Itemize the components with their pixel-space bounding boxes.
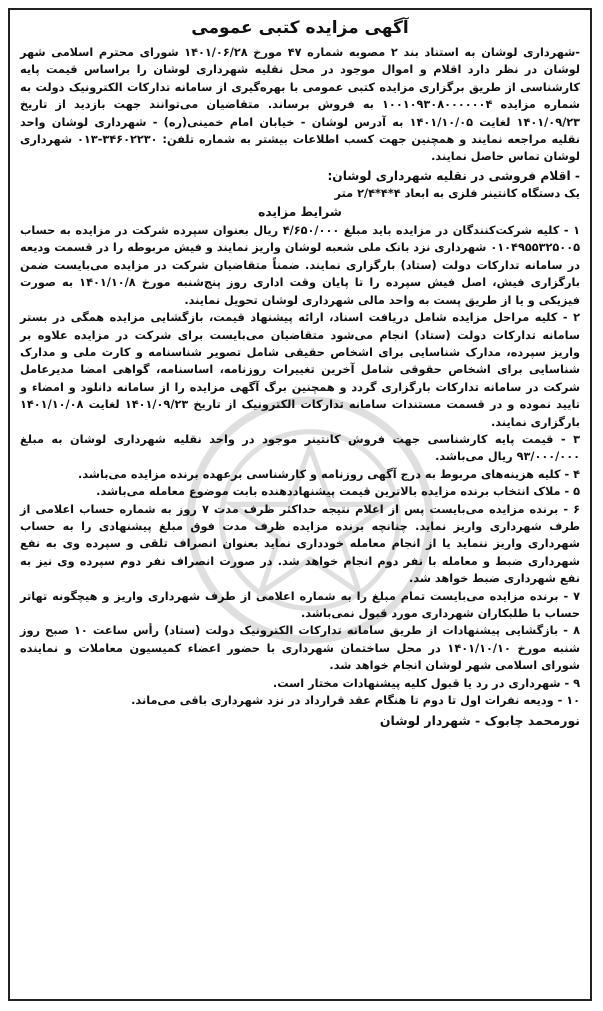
condition-7: ۷ - برنده مزایده می‌بایست تمام مبلغ را به شماره اعلامی از طرف شهرداری واریز و هیچگونه تهاتر حساب با طلبکاران شهرداری مورد قبول نمی‌باشد.	[20, 589, 580, 620]
conditions-heading: شرایط مزایده	[258, 204, 342, 219]
condition-1: ۱ - کلیه شرکت‌کنندگان در مزایده باید مبلغ ۴/۶۵۰/۰۰۰ ریال بعنوان سپرده شرکت در مزایده به حساب ۰۱۰۴۹۵۵۳۲۵۰۰۵ شهرداری نزد بانک ملی شعبه لوشان واریز نمایند و فیش مربوطه را در قسمت ودیعه در سامانه تدارکات دولت (ستاد) بارگزاری نمایند. ضمناً متقاضیان شرکت در مزایده می‌بایست ضمن بارگزاری فیش، اصل فیش سپرده را تا پایان وقت اداری روز پنج‌شنبه مورخ ۱۴۰۱/۱۰/۸ به صورت فیزیکی و یا از طریق پست به واحد مالی شهرداری لوشان تحویل نمایند.	[20, 224, 580, 307]
item-container: یک دستگاه کانتینر فلزی به ابعاد ۴*۴*۲/۴ متر	[334, 187, 580, 201]
condition-6: ۶ - برنده مزایده می‌بایست پس از اعلام نتیجه حداکثر ظرف مدت ۷ روز به شماره حساب اعلامی از طرف شهرداری واریز نماید. چنانچه برنده مزایده ظرف مدت فوق مبلغ پیشنهادی را به حساب شهرداری واریز ننماید یا از انجام معامله خودداری نماید بعنوان انصراف تلقی و سپرده وی به نفع شهرداری ضبط و معامله با نفر دوم انجام خواهد شد. در صورت انصراف نفر دوم سپرده وی نیز به نفع شهرداری ضبط خواهد شد.	[20, 502, 580, 586]
condition-3: ۳ - قیمت پایه کارشناسی جهت فروش کانتینر موجود در واحد نقلیه شهرداری لوشان به مبلغ ۹۳/۰۰۰/۰۰۰ ریال می‌باشد.	[20, 432, 580, 464]
condition-8: ۸ - بازگشایی پیشنهادات از طریق سامانه تدارکات الکترونیک دولت (ستاد) رأس ساعت ۱۰ صبح روز شنبه مورخ ۱۴۰۱/۱۰/۱۰ در محل ساختمان شهرداری با حضور اعضاء کمیسیون معاملات و نماینده شورای اسلامی شهر لوشان انجام خواهد شد.	[20, 624, 580, 673]
auction-notice	[8, 8, 592, 1001]
signature: نورمحمد چابوک - شهردار لوشان	[379, 713, 580, 729]
notice-title: آگهی مزایده کتبی عمومی	[191, 18, 409, 38]
condition-10: ۱۰ - ودیعه نفرات اول تا دوم تا هنگام عقد قرارداد در نزد شهرداری باقی می‌ماند.	[131, 694, 580, 708]
items-heading: - اقلام فروشی در نقلیه شهرداری لوشان:	[327, 168, 580, 183]
intro-paragraph: -شهرداری لوشان به استناد بند ۲ مصوبه شماره ۴۷ مورخ ۱۴۰۱/۰۶/۲۸ شورای محترم اسلامی شهر لوشان در نظر دارد اقلام و اموال موجود در محل نقلیه شهرداری لوشان را براساس قیمت پایه کارشناسی از طریق برگزاری مزایده کتبی عمومی با بهره‌گیری از سامانه تدارکات الکترونیک دولت به شماره مزایده ۱۰۰۱۰۹۳۰۸۰۰۰۰۰۰۴ به فروش برساند. متقاضیان می‌توانند جهت بازدید از تاریخ ۱۴۰۱/۰۹/۲۳ لغایت ۱۴۰۱/۱۰/۰۵ به آدرس لوشان - خیابان امام خمینی(ره) - شهرداری لوشان واحد نقلیه مراجعه نمایند و همچنین جهت کسب اطلاعات بیشتر به شماره تلفن: ۳۴۶۰۲۲۳۰-۰۱۳ شهرداری لوشان تماس حاصل نمایند.	[20, 46, 581, 164]
condition-2: ۲ - کلیه مراحل مزایده شامل دریافت اسناد، ارائه پیشنهاد قیمت، بازگشایی مزایده همگی در بستر سامانه تدارکات دولت (ستاد) انجام می‌شود متقاضیان می‌بایست برای شرکت در مزایده علاوه بر واریز سپرده، مدارک شناسایی برای اشخاص حقیقی شامل تصویر شناسنامه و کارت ملی و مدارک شناسایی برای اشخاص حقوقی شامل آخرین تغییرات روزنامه، اساسنامه، گواهی امضا مدیرعامل شرکت در سامانه تدارکات بارگزاری گردد و همچنین برگ آگهی مزایده را از سامانه دانلود و امضاء و تایید نموده و در قسمت مستندات سامانه تدارکات الکترونیک از تاریخ ۱۴۰۱/۰۹/۲۳ لغایت ۱۴۰۱/۱۰/۰۸ بارگزاری نمایند.	[20, 311, 580, 429]
condition-5: ۵ - ملاک انتخاب برنده مزایده بالاترین قیمت پیشنهاددهنده بابت موضوع معامله می‌باشد.	[96, 485, 580, 499]
condition-4: ۴ - کلیه هزینه‌های مربوط به درج آگهی روزنامه و کارشناسی برعهده برنده مزایده می‌باشد.	[78, 467, 580, 481]
condition-9: ۹ - شهرداری در رد یا قبول کلیه پیشنهادات مختار است.	[272, 676, 580, 690]
